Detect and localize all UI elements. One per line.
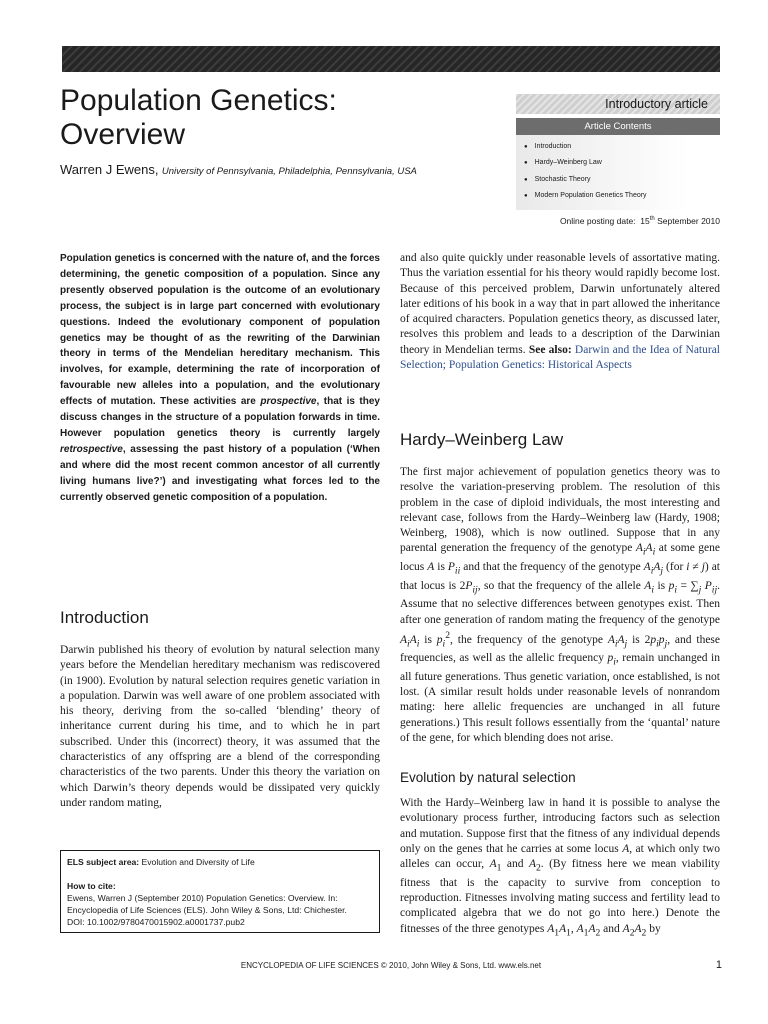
posting-date: Online posting date: 15th September 2010 [559,216,720,226]
article-type: Introductory article [516,94,720,114]
cite-text: Ewens, Warren J (September 2010) Population Genetics: Overview. In: Encyclopedia of Life Sciences (ELS). John Wiley & Sons, Ltd: Chichester. [67,893,347,915]
section-heading-evolution: Evolution by natural selection [400,770,576,785]
article-contents-heading: Article Contents [516,118,720,135]
contents-item[interactable]: ● Stochastic Theory [516,172,720,188]
contents-item[interactable]: ● Introduction [516,139,720,155]
author-affiliation: University of Pennsylvania, Philadelphia, Pennsylvania, USA [161,166,417,177]
page-number: 1 [715,959,722,971]
section-heading-hardy-weinberg: Hardy–Weinberg Law [400,430,564,449]
citation-box [60,850,380,933]
article-contents-list [516,135,720,210]
doi-text[interactable]: DOI: 10.1002/9780470015902.a0001737.pub2 [67,917,245,927]
subject-area: Evolution and Diversity of Life [141,857,255,867]
contents-item[interactable]: ● Hardy–Weinberg Law [516,155,720,171]
author-line [60,162,500,177]
introduction-text: Darwin published his theory of evolution by natural selection many years before the Mendelian hereditary mechanism was rediscovered (in 1900). Evolution by natural selection requires genetic variation in a population. Darwin was well aware of one problem associated with his theory, deriving from the so-called ‘blending’ theory of inheritance current during his time, and to which he in part subscribed. Under this (incorrect) theory, it was assumed that the characteristics of any offspring are a blend of the corresponding characteristics of the two parents. Under this theory the variation on which Darwin’s theory depends would be dissipated very quickly under random mating, [60,644,380,809]
hardy-weinberg-text: The first major achievement of population genetics theory was to resolve the variation-preserving problem. The resolution of this problem in the case of diploid individuals, the most interesting and relevant case, follows from the Hardy–Weinberg law (Hardy, 1908; Weinberg, 1908), which is now outlined. Suppose that in any parental generation the frequency of the genotype $A_iA_i$ at some gene locus A is $P_{ii}$ and that the frequency of the genotype $A_iA_j$ (for i ≠ j) at that locus is $2P_{ij}$, so that the frequency of the allele $A_i$ is $p_i = \sum_j$ $P_{ij}$. Assume that no selective differences between genotypes exist. Then after one generation of random mating the frequency of the genotype $A_iA_i$ is $p_i^2$, the frequency of the genotype $A_iA_j$ is $2p_ip_j$, and these frequencies, as well as the allelic frequency $p_i$, remain unchanged in all future generations. Thus genetic variation, once established, is not lost. (A similar result holds under reasonable levels of nonrandom mating: here allelic frequencies are unchanged in all future generations.) This result follows essentially from the ‘quantal’ nature of the gene, for which blending does not arise. [400,466,721,745]
abstract: Population genetics is concerned with the nature of, and the forces determining, the genetic composition of a population. Since any presently observed population is the outcome of an evolutionary process, the subject is in large part concerned with evolutionary questions. Indeed the evolutionary component of population genetics may be thought of as the rewriting of the Darwinian theory in terms of the Mendelian hereditary mechanism. This involves, for example, determining the rate of incorporation of favourable new alleles into a population, and the evolutionary effects of mutation. These activities are prospective, that is they discuss changes in the structure of a population forwards in time. However population genetics theory is currently largely retrospective, assessing the past history of a population (‘When and where did the most recent common ancestor of all currently living humans live?’) and investigating what forces led to the currently observed genetic composition of a population. [60,253,380,503]
evolution-text: With the Hardy–Weinberg law in hand it is possible to analyse the evolutionary process further, introducing factors such as selection and mutation. Suppose first that the fitness of any individual depends only on the genes that he carries at some locus A, at which only two alleles can occur, $A_1$ and $A_2$. (By fitness here we mean viability fitness that is the capacity to survive from conception to reproduction. Fitnesses involving mating success and fertility lead to complicated algebra that we do not go into here.) Denote the fitnesses of the three genotypes $A_1A_1$, $A_1A_2$ and $A_2A_2$ by [400,797,720,938]
introduction-continuation: and also quite quickly under reasonable levels of assortative mating. Thus the variation essential for his theory would rapidly become lost. Because of this perceived problem, Darwin unfortunately altered later editions of his book in a way that in part allowed the inheritance of acquired characters. Population genetics theory, as discussed later, resolves this problem and leads to a description of the Darwinian theory in Mendelian terms. See also: Darwin and the Idea of Natural Selection; Population Genetics: Historical Aspects [400,252,721,372]
section-heading-introduction: Introduction [60,608,149,627]
contents-item[interactable]: ● Modern Population Genetics Theory [516,188,720,204]
article-title: Population Genetics: Overview [60,84,337,151]
author-name: Warren J Ewens, [60,162,159,177]
article-info-box [516,94,720,210]
footer-text: ENCYCLOPEDIA OF LIFE SCIENCES © 2010, John Wiley & Sons, Ltd. www.els.net [240,961,542,970]
header-band [62,46,720,72]
cite-label: How to cite: [67,881,116,891]
subject-label: ELS subject area: [67,857,140,867]
see-also-links[interactable]: Darwin and the Idea of Natural Selection; Population Genetics: Historical Aspects [400,343,721,372]
